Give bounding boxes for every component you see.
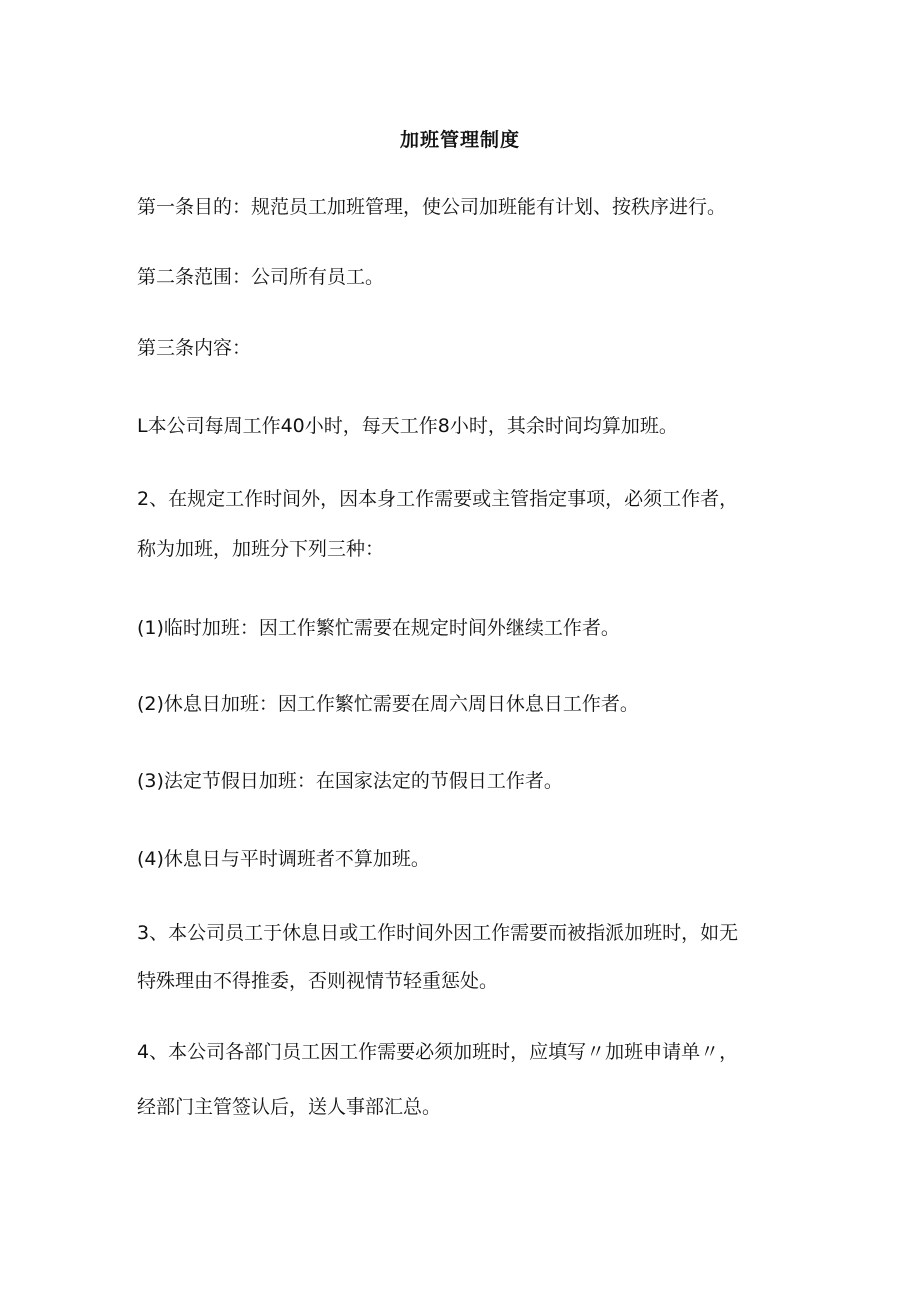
item-3-line-2: 特殊理由不得推委，否则视情节轻重惩处。 (137, 970, 499, 992)
item-3-line-1: 3、本公司员工于休息日或工作时间外因工作需要而被指派加班时，如无 (137, 922, 739, 944)
article-1-purpose: 第一条目的：规范员工加班管理，使公司加班能有计划、按秩序进行。 (137, 196, 727, 218)
article-2-scope: 第二条范围：公司所有员工。 (137, 266, 385, 288)
item-2-definition-line-2: 称为加班，加班分下列三种： (137, 538, 385, 560)
item-2-type-3: (3)法定节假日加班：在国家法定的节假日工作者。 (137, 770, 563, 792)
item-1-working-hours: L本公司每周工作40小时，每天工作8小时，其余时间均算加班。 (137, 415, 678, 437)
item-2-type-1: (1)临时加班：因工作繁忙需要在规定时间外继续工作者。 (137, 617, 620, 639)
item-2-definition-line-1: 2、在规定工作时间外，因本身工作需要或主管指定事项，必须工作者， (137, 488, 739, 510)
document-title: 加班管理制度 (399, 129, 520, 151)
item-2-type-2: (2)休息日加班：因工作繁忙需要在周六周日休息日工作者。 (137, 693, 639, 715)
item-4-line-2: 经部门主管签认后，送人事部汇总。 (137, 1096, 442, 1118)
item-2-type-4: (4)休息日与平时调班者不算加班。 (137, 848, 430, 870)
article-3-heading: 第三条内容： (137, 337, 252, 359)
item-4-line-1: 4、本公司各部门员工因工作需要必须加班时，应填写〃加班申请单〃， (137, 1041, 739, 1063)
